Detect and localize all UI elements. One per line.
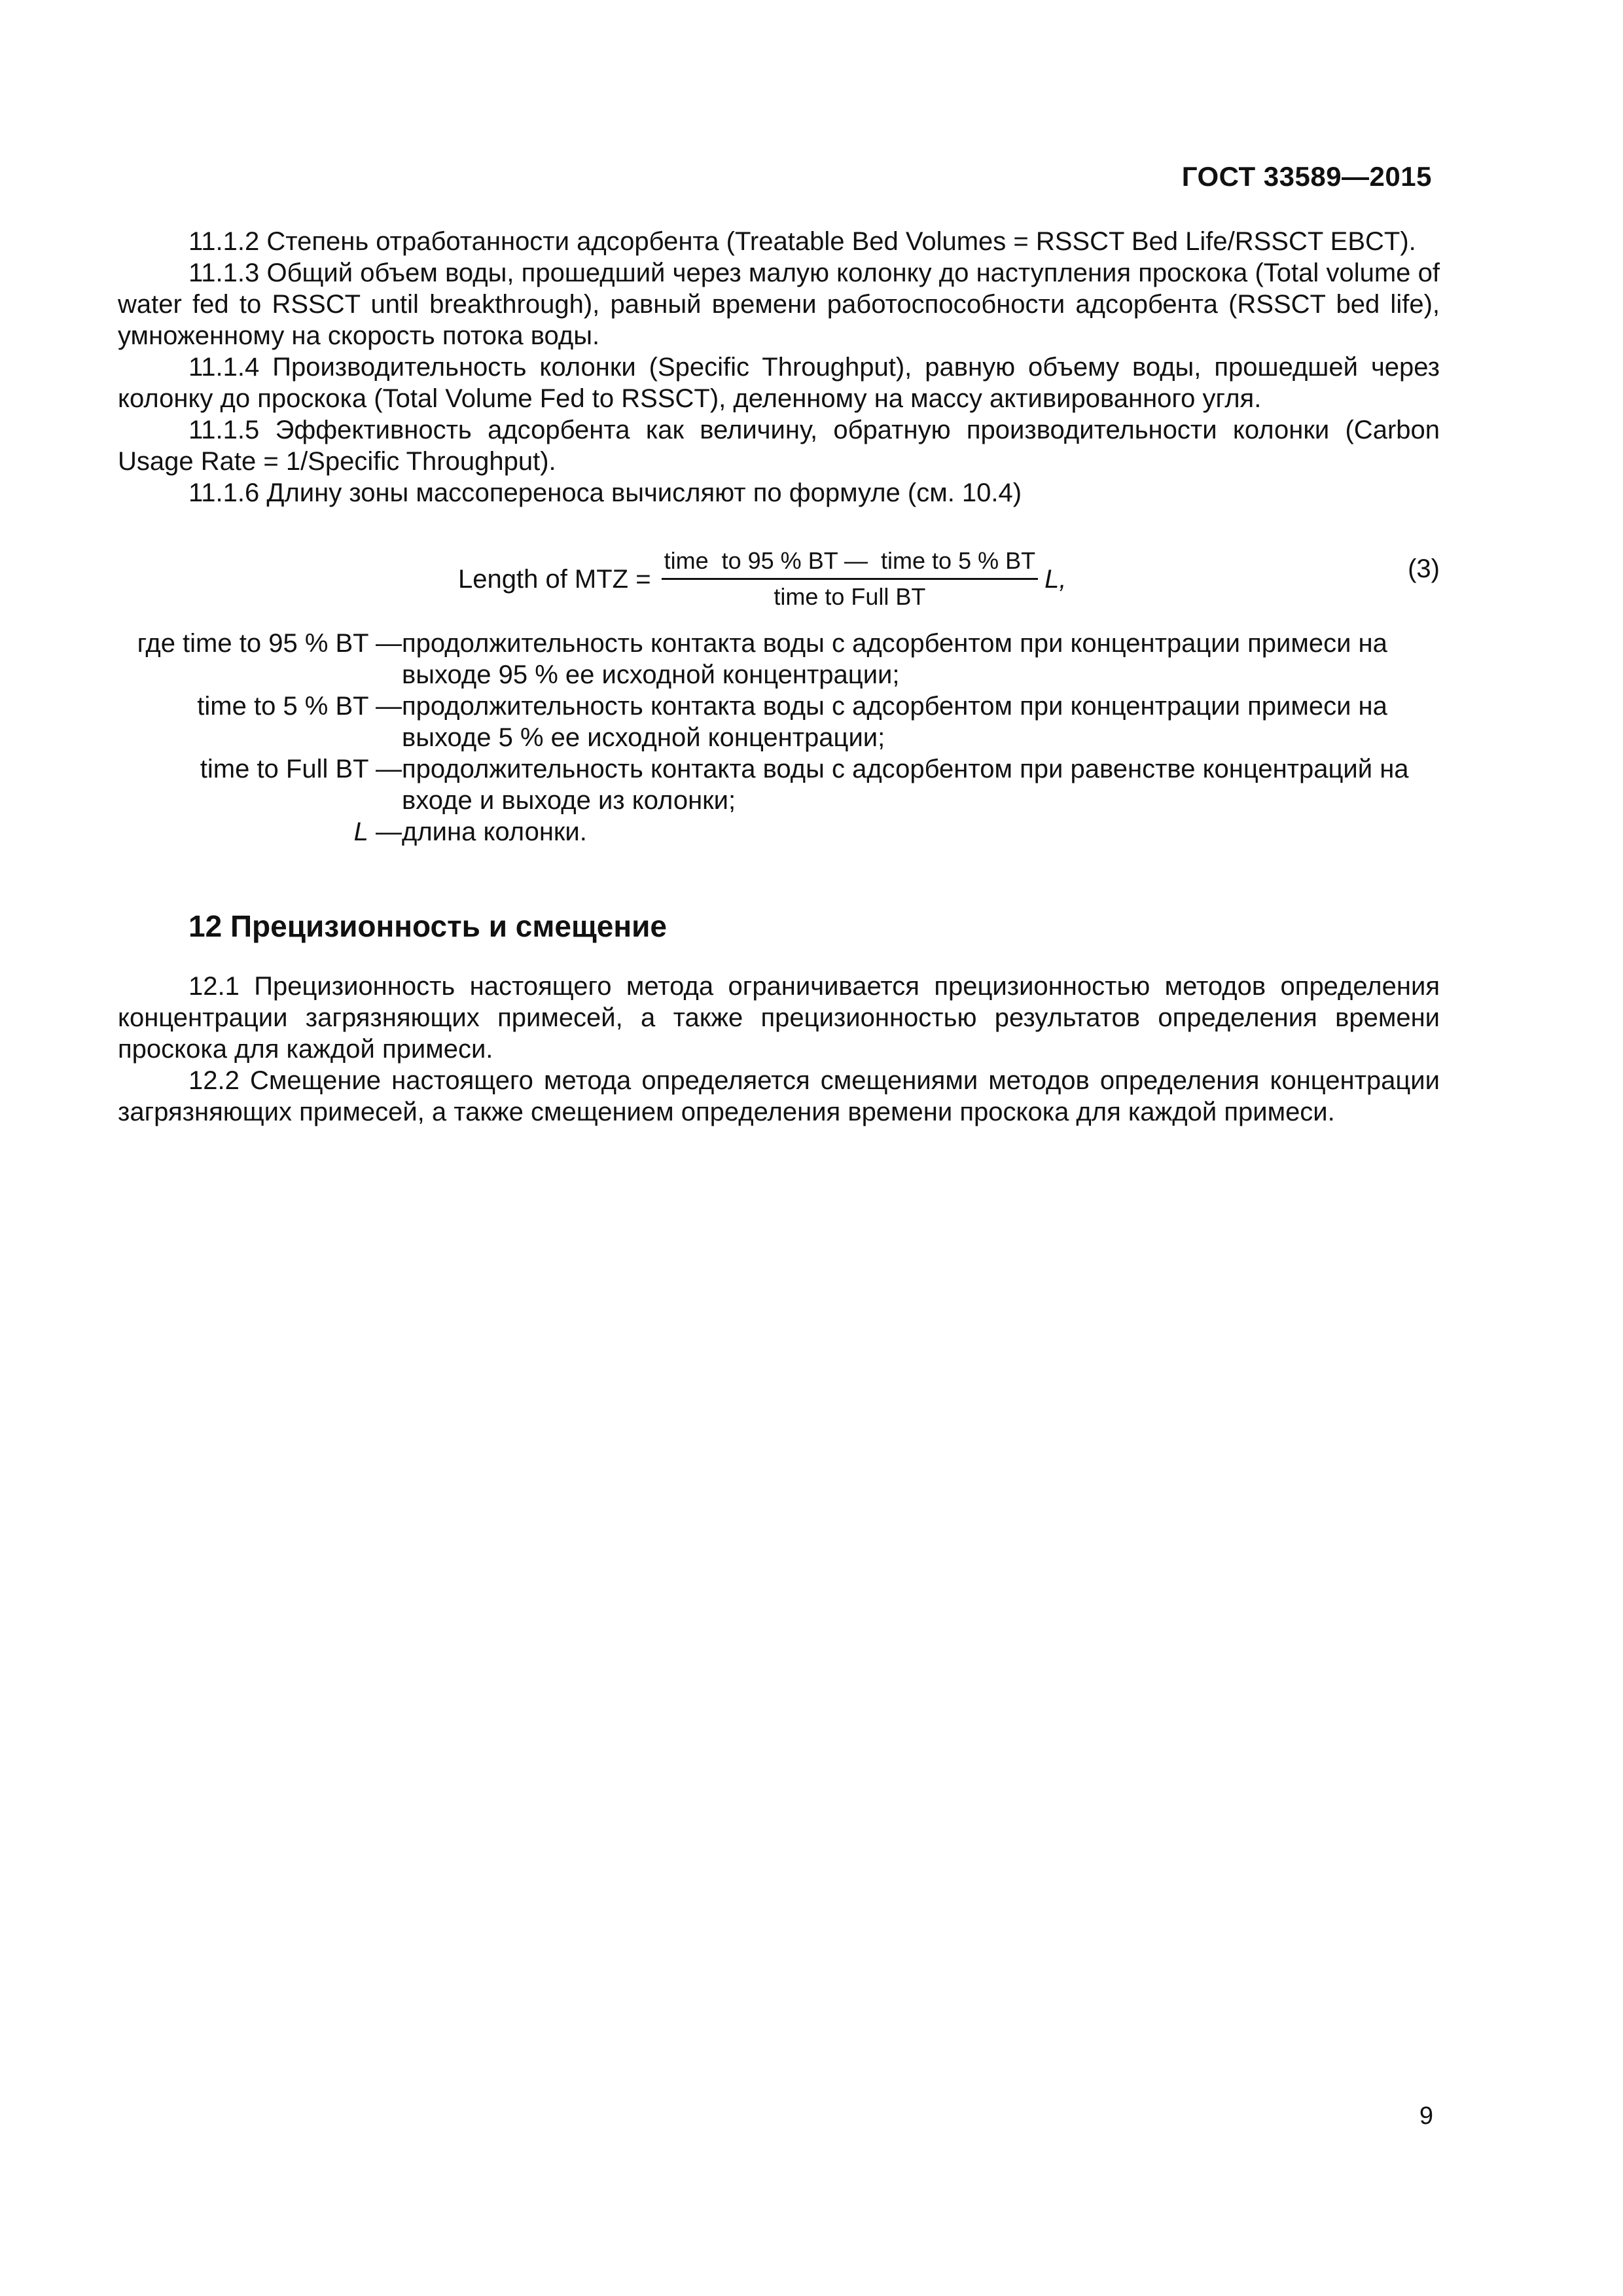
definition-term: time to Full BT —	[200, 755, 402, 783]
paragraph-11-1-3: 11.1.3 Общий объем воды, прошедший через малую колонку до наступления проскока (Total volume of water fed to RSSCT until breakthrough), равный времени работоспособности адсорбента (RSSCT bed life), умноженному на скорость потока воды.	[118, 259, 1440, 350]
definition-symbol: L	[353, 817, 368, 846]
formula	[458, 547, 1066, 611]
definition-item	[118, 753, 1440, 816]
definition-item	[118, 816, 1440, 848]
formula-fraction	[662, 547, 1039, 611]
definition-term	[118, 816, 402, 848]
paragraph-11-1-4: 11.1.4 Производительность колонки (Specific Throughput), равную объему воды, прошедшей через колонку до проскока (Total Volume Fed to RSSCT), деленному на массу активированного угля.	[118, 353, 1440, 413]
definition-term: где time to 95 % BT —	[137, 629, 402, 658]
equation-number: (3)	[1408, 554, 1440, 583]
definition-item	[118, 628, 1440, 691]
formula-numerator: time to 95 % BT — time to 5 % BT	[664, 547, 1036, 574]
document-header: ГОСТ 33589—2015	[1181, 161, 1432, 192]
formula-lhs: Length of MTZ =	[458, 564, 651, 594]
paragraph-12-1: 12.1 Прецизионность настоящего метода ограничивается прецизионностью методов определения концентрации загрязняющих примесей, а также прецизионностью результатов определения времени проскока для каждой примеси.	[118, 972, 1440, 1064]
definition-text: продолжительность контакта воды с адсорбентом при концентрации примеси на выходе 95 % ее исходной концентрации;	[402, 629, 1387, 689]
definition-term: time to 5 % BT —	[197, 692, 402, 721]
definition-text: длина колонки.	[402, 817, 587, 846]
formula-multiplier: L,	[1044, 564, 1067, 594]
definition-text: продолжительность контакта воды с адсорбентом при равенстве концентраций на входе и выходе из колонки;	[402, 755, 1409, 815]
definition-dash: —	[368, 817, 402, 846]
paragraph-11-1-6: 11.1.6 Длину зоны массопереноса вычисляют по формуле (см. 10.4)	[188, 478, 1022, 507]
paragraph-11-1-5: 11.1.5 Эффективность адсорбента как величину, обратную производительности колонки (Carbon Usage Rate = 1/Specific Throughput).	[118, 416, 1440, 476]
definitions-list	[118, 628, 1440, 848]
page-number: 9	[1419, 2102, 1433, 2130]
section-heading: 12 Прецизионность и смещение	[188, 909, 668, 943]
definition-text: продолжительность контакта воды с адсорбентом при концентрации примеси на выходе 5 % ее исходной концентрации;	[402, 692, 1387, 752]
formula-block	[118, 547, 1440, 625]
definition-item	[118, 691, 1440, 753]
document-body	[118, 226, 1440, 1128]
paragraph-11-1-2: 11.1.2 Степень отработанности адсорбента (Treatable Bed Volumes = RSSCT Bed Life/RSSCT EBCT).	[188, 227, 1416, 256]
paragraph-12-2: 12.2 Смещение настоящего метода определяется смещениями методов определения концентрации загрязняющих примесей, а также смещением определения времени проскока для каждой примеси.	[118, 1066, 1440, 1126]
formula-denominator: time to Full BT	[774, 583, 926, 610]
